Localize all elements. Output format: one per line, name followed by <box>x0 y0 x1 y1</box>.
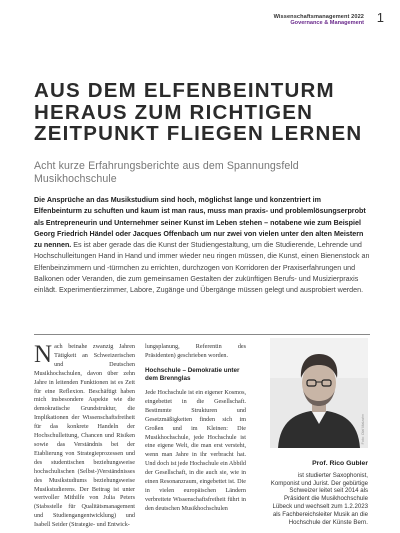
journal-title: Wissenschaftsmanagement 2022 <box>273 14 364 20</box>
section-label: Governance & Management <box>290 20 364 26</box>
lead-regular-text: Es ist aber gerade das die Kunst der Studiengestaltung, um die Studierende, Lehrende und Hochschulleitungen Hand in Hand und immer wieder neu ringen müssen, die Kunst, einen Bienenstock an Elfenbeinzimmern und -türmchen zu errichten, durchzogen von Korridoren der Praxiserfahrungen und Balkonen oder Veranden, die zum gemeinsamen Gestalten der zukünftigen Berufs- und Musizierpraxis einlädt. Experimentierzimmer, Labore, Zugänge und Übergänge müssen gelegt und ausprobiert werden. <box>34 241 370 295</box>
author-bio <box>270 460 368 526</box>
section-heading: Hochschule – Demokratie unter dem Brennglas <box>145 366 240 383</box>
article-subtitle: Acht kurze Erfahrungsberichte aus dem Spannungsfeld Musikhochschule <box>34 160 299 185</box>
author-photo <box>270 338 368 448</box>
column-2-text: Jede Hochschule ist ein eigener Kosmos, eingebettet in die Gesellschaft. Bestimmte Strukturen und Gesetzmäßigkeiten finden sich im Großen und im Kleinen: Die Musikhochschule, jede Hochschule ist eine eigene Welt, die man erst versteht, wenn man Jahre in ihr verbracht hat. Und doch ist jede Hochschule ein Abbild der Gesellschaft, in die auch sie, wie in einen Resonanzraum, eingebettet ist. Die in vielen europäischen Ländern verbreitete Wissenschaftsfreiheit führt in den deutschen Musikhochschulen <box>145 390 246 512</box>
title-line: AUS DEM ELFENBEINTURM <box>34 79 335 102</box>
drop-cap: N <box>34 341 53 368</box>
author-name: Prof. Rico Gubler <box>312 460 368 467</box>
divider <box>34 334 370 335</box>
body-column-1 <box>34 343 135 530</box>
page-number: 1 <box>376 10 384 25</box>
article-title <box>34 80 374 145</box>
title-line: HERAUS ZUM RICHTIGEN <box>34 100 314 124</box>
lead-paragraph <box>34 195 370 297</box>
title-line: ZEITPUNKT FLIEGEN LERNEN <box>34 122 363 145</box>
photo-credit: Foto: Olaf Malzahn <box>361 414 365 445</box>
column-2-intro: lungsplanung, Referentin des Präsidenten) geschrieben worden. <box>145 344 246 359</box>
column-1-text: ach beinahe zwanzig Jahren Tätigkeit an Schweizerischen und Deutschen Musikhochschulen, davon über zehn Jahre in leitenden Funktionen ist es Zeit für eine Reflexion. Beschäftigt haben mich insbesondere Aspekte wie die demokratische Grundstruktur, die Implikationen der Wissenschaftsfreiheit für das konkrete Handeln der Hochschulleitung, Chancen und Risiken sowie das Verständnis bei der Etablierung von Strategieprozessen und des studentischen beziehungsweise hochschulischen (Selbst-)Verständnisses des Musikstudiums beziehungsweise Musikstudierens. Der Beitrag ist unter wertvoller Mithilfe von Julia Peters (Stabsstelle für Qualitätsmanagement und Studiengangentwicklung) und Isabell Seider (Strategie- und Entwick- <box>34 344 135 529</box>
body-column-2 <box>145 343 246 514</box>
author-bio-text: ist studierter Saxophonist, Komponist und Jurist. Der gebürtige Schweizer leitet seit 2014 als Präsident die Musikhochschule Lübeck und wechselt zum 1.2.2023 als Fachbereichsleiter Musik an die Hochschule der Künste Bern. <box>270 471 368 526</box>
lead-bold-text: Die Ansprüche an das Musikstudium sind hoch, möglichst lange und konzentriert im Elfenbeinturm zu schuften und kaum ist man raus, muss man praxis- und problemlösungserprobt als Entrepreneurin und Unternehmer seiner Kunst im Leben stehen – notabene wie zum Beispiel Georg Friedrich Händel oder Jacques Offenbach um nur zwei von vielen unter den alten Meistern zu nennen. <box>34 196 366 250</box>
running-header <box>274 14 364 26</box>
